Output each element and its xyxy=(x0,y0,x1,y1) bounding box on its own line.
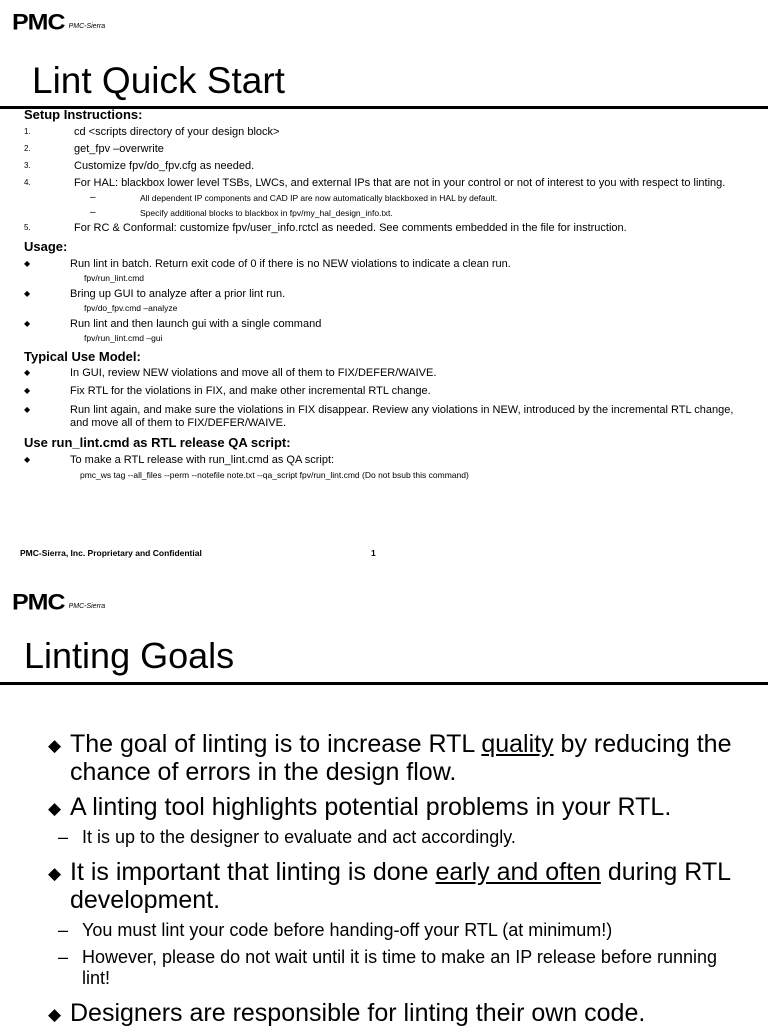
step-text: cd <scripts directory of your design block> xyxy=(74,125,280,138)
goal-text: It is important that linting is done xyxy=(70,857,436,886)
qa-list xyxy=(24,454,744,480)
diamond-bullet-icon: ◆ xyxy=(24,319,31,329)
goal-subitem xyxy=(58,947,746,989)
step-item xyxy=(24,177,744,218)
diamond-bullet-icon: ◆ xyxy=(48,798,62,818)
usage-command: fpv/do_fpv.cmd –analyze xyxy=(84,303,178,314)
logo-mark: PMC xyxy=(12,9,65,35)
goal-subtext: However, please do not wait until it is time to make an IP release before running lint! xyxy=(82,947,718,988)
diamond-bullet-icon: ◆ xyxy=(24,454,31,464)
qa-command: pmc_ws tag --all_files --perm --notefile note.txt --qa_script fpv/run_lint.cmd (Do not bsub this command) xyxy=(80,469,469,480)
logo-subtext: PMC-Sierra xyxy=(68,23,106,30)
goal-text: during RTL development. xyxy=(70,857,731,914)
step-number: 1. xyxy=(24,126,31,136)
dash-bullet: – xyxy=(58,826,69,847)
step-number: 3. xyxy=(24,160,31,170)
logo-subtext: PMC-Sierra xyxy=(68,603,106,610)
dash-bullet: – xyxy=(58,920,69,941)
goal-text: Designers are responsible for linting their own code. xyxy=(70,998,646,1027)
goal-bullet-quality xyxy=(46,730,746,787)
use-model-heading: Typical Use Model: xyxy=(24,348,141,364)
emphasis-quality: quality xyxy=(481,730,554,758)
step-item xyxy=(24,160,744,173)
diamond-bullet-icon: ◆ xyxy=(24,404,31,414)
step-item xyxy=(24,126,744,139)
goal-subitem xyxy=(58,827,746,848)
step-number: 2. xyxy=(24,143,31,153)
goal-text: A linting tool highlights potential problems in your RTL. xyxy=(70,792,672,821)
page-number: 1 xyxy=(371,548,376,558)
slide-title: Linting Goals xyxy=(24,635,235,676)
diamond-bullet-icon: ◆ xyxy=(24,288,31,298)
goal-bullet-tool xyxy=(46,793,746,821)
usage-text: Bring up GUI to analyze after a prior lint run. xyxy=(70,287,286,300)
use-model-text: In GUI, review NEW violations and move all of them to FIX/DEFER/WAIVE. xyxy=(70,367,437,380)
step-number: 5. xyxy=(24,222,31,232)
usage-heading: Usage: xyxy=(24,238,68,254)
diamond-bullet-icon: ◆ xyxy=(24,258,31,268)
use-model-item xyxy=(24,404,744,430)
goal-subitems xyxy=(46,827,746,848)
step-subitems xyxy=(74,193,744,217)
use-model-item xyxy=(24,385,744,398)
slide-body xyxy=(46,730,746,1033)
step-text: For HAL: blackbox lower level TSBs, LWCs, and external IPs that are not in your control or not of interest to you with respect to linting. xyxy=(74,177,726,190)
usage-item xyxy=(24,258,744,283)
footer-confidential: PMC-Sierra, Inc. Proprietary and Confidential xyxy=(20,548,202,558)
emphasis-early-often: early and often xyxy=(435,857,601,886)
goal-subtext: It is up to the designer to evaluate and act accordingly. xyxy=(82,826,516,847)
goal-subtext: You must lint your code before handing-off your RTL (at minimum!) xyxy=(82,920,613,941)
goal-text: The goal of linting is to increase RTL xyxy=(70,730,482,758)
step-text: Customize fpv/do_fpv.cfg as needed. xyxy=(74,159,255,172)
step-item xyxy=(24,143,744,156)
use-model-list xyxy=(24,367,744,430)
usage-item xyxy=(24,318,744,343)
use-model-text: Run lint again, and make sure the violations in FIX disappear. Review any violations in NEW, introduced by the incremental RTL change, and move all of them to FIX/DEFER/WAIVE. xyxy=(70,403,734,429)
diamond-bullet-icon: ◆ xyxy=(48,863,62,883)
goal-bullet-early xyxy=(46,858,746,915)
usage-command: fpv/run_lint.cmd –gui xyxy=(84,333,163,344)
diamond-bullet-icon: ◆ xyxy=(48,736,62,755)
usage-text: Run lint in batch. Return exit code of 0 if there is no NEW violations to indicate a clean run. xyxy=(70,257,511,270)
slide-body xyxy=(24,109,744,485)
logo-mark: PMC xyxy=(12,589,65,615)
qa-text: To make a RTL release with run_lint.cmd as QA script: xyxy=(70,453,335,466)
usage-item xyxy=(24,288,744,313)
usage-list xyxy=(24,258,744,344)
diamond-bullet-icon: ◆ xyxy=(48,1004,62,1024)
title-divider xyxy=(0,682,768,685)
goal-text: by reducing the chance of errors in the design flow. xyxy=(70,730,732,787)
step-item xyxy=(24,222,744,235)
step-text: For RC & Conformal: customize fpv/user_info.rctcl as needed. See comments embedded in the file for instruction. xyxy=(74,221,627,234)
qa-item xyxy=(24,454,744,480)
dash-bullet: – xyxy=(58,947,69,967)
step-number: 4. xyxy=(24,178,31,188)
step-subitem: – All dependent IP components and CAD IP are now automatically blackboxed in HAL by default. xyxy=(90,193,744,203)
goal-subitem xyxy=(58,920,746,941)
slide-title: Lint Quick Start xyxy=(32,60,285,101)
step-text: get_fpv –overwrite xyxy=(74,142,164,155)
setup-steps xyxy=(24,126,744,235)
setup-heading: Setup Instructions: xyxy=(24,107,143,122)
usage-command: fpv/run_lint.cmd xyxy=(84,272,144,283)
use-model-text: Fix RTL for the violations in FIX, and make other incremental RTL change. xyxy=(70,385,431,398)
pmc-logo xyxy=(12,590,105,615)
usage-text: Run lint and then launch gui with a single command xyxy=(70,318,322,331)
goal-subitems xyxy=(46,920,746,989)
diamond-bullet-icon: ◆ xyxy=(24,386,31,396)
qa-heading: Use run_lint.cmd as RTL release QA script: xyxy=(24,434,291,450)
slide-linting-goals xyxy=(0,580,768,1027)
diamond-bullet-icon: ◆ xyxy=(24,368,31,378)
goal-bullet-responsibility xyxy=(46,999,746,1027)
pmc-logo xyxy=(12,10,105,35)
use-model-item xyxy=(24,367,744,380)
step-subitem: – Specify additional blocks to blackbox in fpv/my_hal_design_info.txt. xyxy=(90,208,744,218)
